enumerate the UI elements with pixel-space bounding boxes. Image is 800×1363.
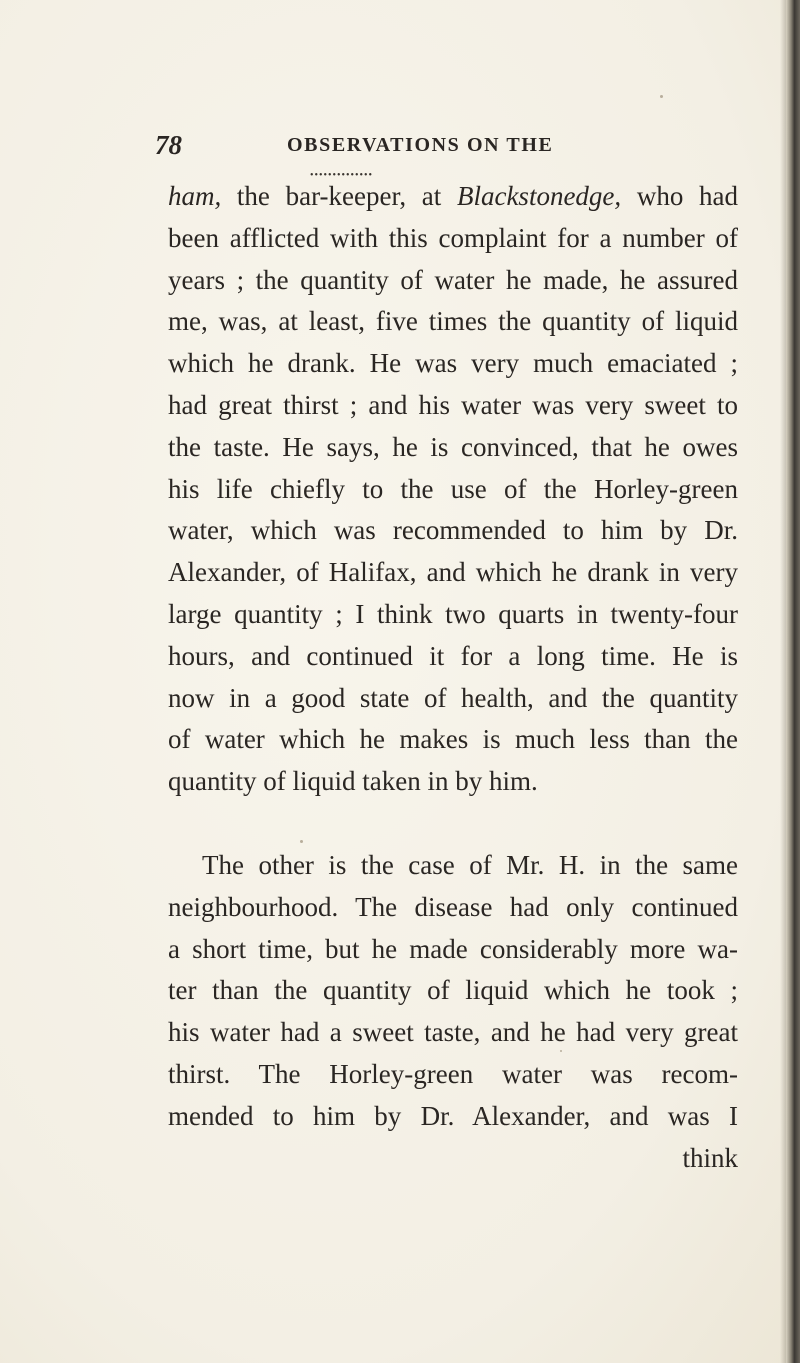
text-line: of water which he makes is much less than the [168, 724, 738, 755]
text-line: the taste. He says, he is convinced, that he owes [168, 431, 738, 462]
name-fragment: ham, [168, 181, 222, 211]
paper-speck [300, 840, 303, 843]
text-line: neighbourhood. The disease had only continued [168, 891, 738, 922]
text-line: large quantity ; I think two quarts in twenty-four [168, 598, 738, 629]
paper-speck [660, 95, 663, 98]
header-ornament: •••••••••••••• [310, 170, 374, 181]
paragraph-gap [168, 803, 738, 845]
text-line: thirst. The Horley-green water was recom- [168, 1058, 738, 1089]
text-line: now in a good state of health, and the quantity [168, 682, 738, 713]
text-line: had great thirst ; and his water was very sweet to [168, 389, 738, 420]
text-line: water, which was recommended to him by Dr. [168, 515, 738, 546]
text-fragment: who had [621, 181, 739, 211]
text-line: years ; the quantity of water he made, he assured [168, 264, 738, 295]
text-line: been afflicted with this complaint for a number of [168, 222, 738, 253]
text-line: me, was, at least, five times the quantity of liquid [168, 306, 738, 337]
catchword: think [682, 1142, 738, 1173]
text-line: Alexander, of Halifax, and which he drank in very [168, 557, 738, 588]
text-line: his water had a sweet taste, and he had very great [168, 1017, 738, 1048]
text-line: a short time, but he made considerably more wa- [168, 933, 738, 964]
paragraph-1-line-1 [168, 176, 738, 218]
place-name: Blackstonedge, [456, 181, 622, 211]
text-fragment: the bar-keeper, at [221, 181, 457, 211]
body-text [168, 176, 738, 1179]
text-line: The other is the case of Mr. H. in the same [202, 849, 738, 880]
text-line: which he drank. He was very much emaciated ; [168, 348, 738, 379]
page-header [155, 128, 625, 168]
running-head: OBSERVATIONS ON THE [287, 134, 554, 156]
text-line: quantity of liquid taken in by him. [168, 766, 538, 797]
text-line: mended to him by Dr. Alexander, and was I [168, 1100, 738, 1131]
text-line: hours, and continued it for a long time. He is [168, 640, 738, 671]
text-line: ter than the quantity of liquid which he took ; [168, 975, 738, 1006]
page-number: 78 [155, 130, 182, 160]
text-line: his life chiefly to the use of the Horley-green [168, 473, 738, 504]
page-edge [786, 0, 800, 1363]
paper-speck [560, 1050, 562, 1052]
